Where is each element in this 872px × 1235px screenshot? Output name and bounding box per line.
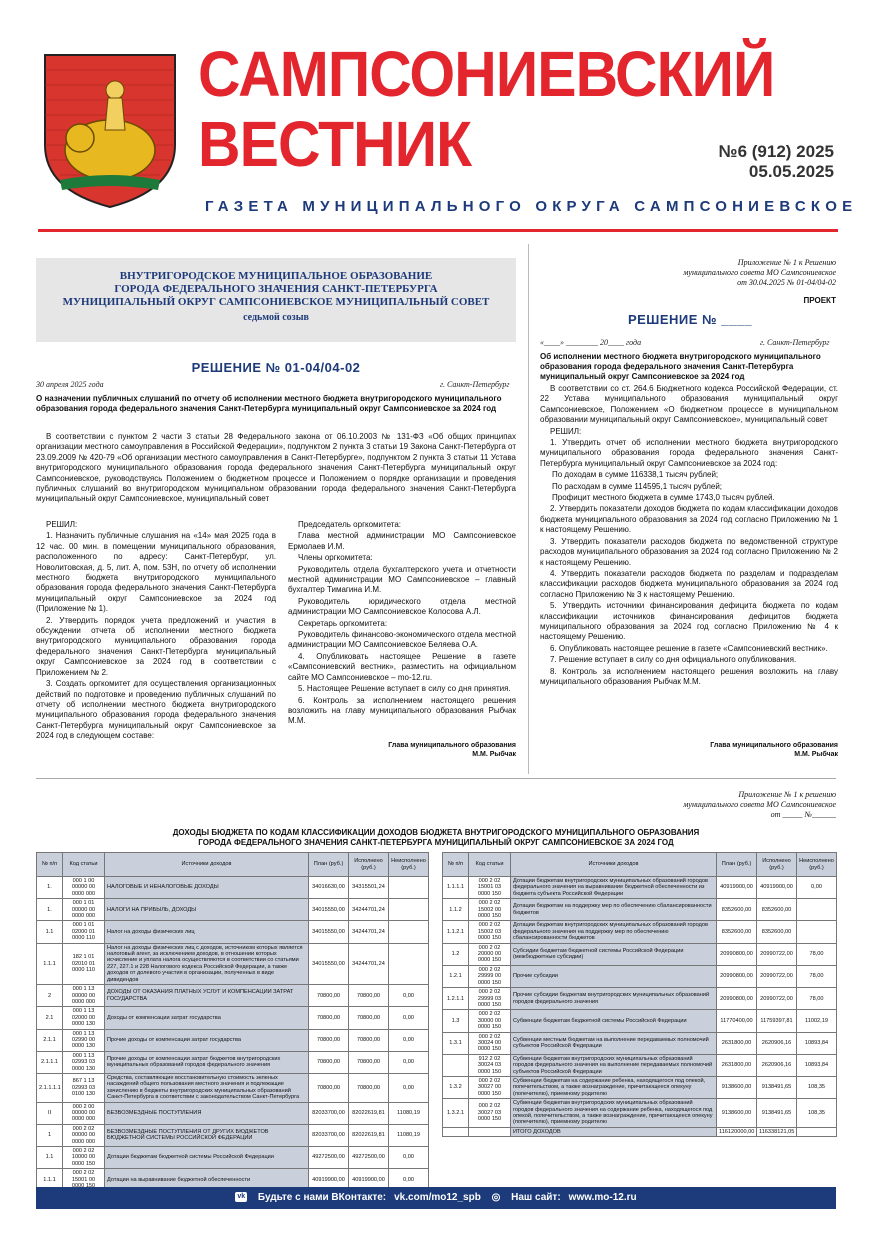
table-cell: 000 1 01 00000 00 0000 000: [63, 899, 105, 921]
issue-number: №6 (912) 2025: [718, 142, 834, 161]
table-cell: Субвенции местным бюджетам на выполнение передаваемых полномочий субъектов Российской Федерации: [511, 1032, 717, 1054]
table-cell: 1.: [37, 877, 63, 899]
paragraph: Секретарь оргкомитета:: [298, 618, 388, 628]
table-row: [443, 877, 837, 899]
table-cell: 20990722,00: [757, 988, 797, 1010]
table-row: [37, 921, 429, 943]
masthead-divider: [38, 229, 838, 232]
table-row: [37, 877, 429, 899]
table-cell: НАЛОГИ НА ПРИБЫЛЬ, ДОХОДЫ: [105, 899, 309, 921]
newspaper-subtitle: ГАЗЕТА МУНИЦИПАЛЬНОГО ОКРУГА САМПСОНИЕВСКОЕ: [205, 198, 858, 215]
table-cell: 82033700,00: [309, 1124, 349, 1146]
vk-link[interactable]: vk.com/mo12_spb: [394, 1192, 481, 1203]
table-cell: 000 2 02 15002 03 0000 150: [469, 921, 511, 943]
table-row: [443, 965, 837, 987]
table-cell: 116338121,05: [757, 1127, 797, 1136]
table-cell: 11759397,81: [757, 1010, 797, 1032]
table-header-cell: Источники доходов: [511, 853, 717, 877]
table-cell: 1.3.2.1: [443, 1099, 469, 1128]
paragraph: По доходам в сумме 116338,1 тысяч рублей;: [552, 470, 719, 480]
table-cell: 000 2 02 10000 00 0000 150: [63, 1147, 105, 1169]
table-row: [443, 1054, 837, 1076]
table-cell: 34015550,00: [309, 943, 349, 984]
table-title-line: ДОХОДЫ БЮДЖЕТА ПО КОДАМ КЛАССИФИКАЦИИ ДОХОДОВ БЮДЖЕТА ВНУТРИГОРОДСКОГО МУНИЦИПАЛЬНОГО ОБРАЗОВАНИЯ: [172, 828, 700, 837]
table-cell: 1.1: [37, 921, 63, 943]
paragraph: 7. Решение вступает в силу со дня официального опубликования.: [550, 655, 797, 665]
paragraph: Руководитель отдела бухгалтерского учета и отчетности местной администрации МО Сампсониевское – главный бухгалтер Тимагина И.М.: [288, 564, 516, 595]
appendix-line: от _____ №______: [770, 810, 836, 819]
table-cell: 1.3.2: [443, 1076, 469, 1098]
table-cell: 1.3: [443, 1010, 469, 1032]
table-cell: Дотации бюджетам внутригородских муниципальных образований городов федерального значения на поддержку мер по обеспечению сбалансированности бюджетов: [511, 921, 717, 943]
table-cell: 70800,00: [309, 1073, 349, 1102]
table-cell: Субвенции бюджетам внутригородских муниципальных образований городов федерального значения на выполнение передаваемых полномочий субъектов Российской Федерации: [511, 1054, 717, 1076]
table-cell: [797, 899, 837, 921]
table-cell: 2.1.1: [37, 1029, 63, 1051]
table-row: [37, 1007, 429, 1029]
appendix-note-right: [683, 258, 836, 288]
table-cell: 0,00: [389, 1007, 429, 1029]
table-cell: Субсидии бюджетам бюджетной системы Российской Федерации (межбюджетные субсидии): [511, 943, 717, 965]
signature-right: [660, 741, 838, 759]
table-header-cell: Код статьи: [469, 853, 511, 877]
table-cell: 70800,00: [309, 1051, 349, 1073]
table-cell: 2620906,16: [757, 1032, 797, 1054]
table-cell: Средства, составляющие восстановительную стоимость зеленых насаждений общего пользования местного значения и подлежащие зачислению в бюджеты внутригородских муниципальных образований Санкт-Петербурга в соответствии с законодательством Санкт-Петербурга: [105, 1073, 309, 1102]
table-cell: 11002,19: [797, 1010, 837, 1032]
table-cell: 11080,19: [389, 1102, 429, 1124]
table-cell: 40919900,00: [717, 877, 757, 899]
paragraph: По расходам в сумме 114595,1 тысяч рублей;: [552, 481, 723, 491]
table-cell: Дотации бюджетам бюджетной системы Российской Федерации: [105, 1147, 309, 1169]
table-cell: 70800,00: [349, 1029, 389, 1051]
table-cell: 1.1.1: [37, 1169, 63, 1191]
table-row: [37, 943, 429, 984]
table-cell: Дотации на выравнивание бюджетной обеспеченности: [105, 1169, 309, 1191]
table-cell: [389, 921, 429, 943]
table-cell: Налог на доходы физических лиц: [105, 921, 309, 943]
income-table-title: [36, 828, 836, 848]
table-cell: 000 1 13 02993 03 0000 130: [63, 1051, 105, 1073]
paragraph: 5. Настоящее Решение вступает в силу со дня принятия.: [298, 684, 511, 694]
table-cell: 000 2 02 30027 03 0000 150: [469, 1099, 511, 1128]
table-cell: 000 2 00 00000 00 0000 000: [63, 1102, 105, 1124]
newspaper-title-line2: ВЕСТНИК: [198, 108, 472, 180]
table-row: [37, 1029, 429, 1051]
table-header-cell: Источники доходов: [105, 853, 309, 877]
table-cell: 1.: [37, 899, 63, 921]
paragraph: 6. Опубликовать настоящее решение в газете «Сампсониевский вестник».: [550, 643, 828, 653]
table-cell: 40919900,00: [309, 1169, 349, 1191]
table-cell: 9138491,65: [757, 1076, 797, 1098]
table-cell: 1.1: [37, 1147, 63, 1169]
decision-preamble-left: В соответствии с пунктом 2 части 3 статьи 28 Федерального закона от 06.10.2003 № 131-ФЗ «Об общих принципах организации местного самоуправления в Российской Федерации», подпунктом 2 пункта 3 статьи 19 Закона Санкт-Петербурга от 23.09.2009 № 420-79 «Об организации местного самоуправления в Санкт-Петербурге», подпунктом 2 пункта 3 статьи 11 Устава внутригородского муниципального образования города федерального значения Санкт-Петербурга муниципальный округ Сампсониевское, руководствуясь Положением о бюджетном процессе и Положением о порядке организации и проведения публичных слушаний во внутригородском муниципальном образовании города федерального значения Санкт-Петербурга муниципальный округ Сампсониевское, муниципальный совет: [36, 432, 516, 504]
table-cell: Субвенции бюджетам бюджетной системы Российской Федерации: [511, 1010, 717, 1032]
table-cell: 108,35: [797, 1076, 837, 1098]
paragraph: Руководитель юридического отдела местной администрации МО Сампсониевское Колосова А.Л.: [288, 596, 516, 617]
table-row: [443, 1127, 837, 1136]
table-cell: 912 2 02 30024 03 0000 150: [469, 1054, 511, 1076]
table-cell: 8352600,00: [757, 899, 797, 921]
appendix-line: от 30.04.2025 № 01-04/04-02: [737, 278, 836, 287]
table-cell: 70800,00: [349, 1073, 389, 1102]
signature-left: [340, 741, 516, 759]
site-text: Наш сайт:: [511, 1192, 561, 1203]
paragraph: Руководитель финансово-экономического отдела местной администрации МО Сампсониевское Беляева О.А.: [288, 630, 516, 650]
table-cell: 1: [37, 1124, 63, 1146]
table-row: [37, 1102, 429, 1124]
paragraph: Председатель оргкомитета:: [298, 520, 401, 529]
table-cell: 0,00: [389, 1051, 429, 1073]
table-cell: 000 2 02 29999 00 0000 150: [469, 965, 511, 987]
table-header-row: [443, 853, 837, 877]
table-cell: 10893,84: [797, 1054, 837, 1076]
decision-subject-left: О назначении публичных слушаний по отчету об исполнении местного бюджета внутригородского муниципального образования города федерального значения Санкт-Петербурга муниципальный округ Сампсониевское за 2024 год: [36, 394, 502, 413]
table-cell: 000 2 02 00000 00 0000 000: [63, 1124, 105, 1146]
table-cell: [469, 1127, 511, 1136]
table-cell: 70800,00: [309, 985, 349, 1007]
table-cell: 82022619,81: [349, 1124, 389, 1146]
table-cell: 1.2.1.1: [443, 988, 469, 1010]
table-row: [37, 899, 429, 921]
decision-date-left: 30 апреля 2025 года: [36, 380, 104, 389]
table-cell: 1.2.1: [443, 965, 469, 987]
table-cell: 49272500,00: [309, 1147, 349, 1169]
table-cell: 70800,00: [349, 985, 389, 1007]
table-cell: ДОХОДЫ ОТ ОКАЗАНИЯ ПЛАТНЫХ УСЛУГ И КОМПЕНСАЦИИ ЗАТРАТ ГОСУДАРСТВА: [105, 985, 309, 1007]
project-label: ПРОЕКТ: [803, 296, 836, 305]
table-cell: 49272500,00: [349, 1147, 389, 1169]
footer-bar: [36, 1187, 836, 1209]
table-cell: 2.1.1.1.1: [37, 1073, 63, 1102]
table-row: [37, 1051, 429, 1073]
table-cell: Прочие доходы от компенсации затрат бюджетов внутригородских муниципальных образований городов федерального значения: [105, 1051, 309, 1073]
table-cell: 000 2 02 15002 00 0000 150: [469, 899, 511, 921]
table-cell: 9138600,00: [717, 1099, 757, 1128]
table-cell: 000 2 02 30000 00 0000 150: [469, 1010, 511, 1032]
appendix-line: муниципального совета МО Сампсониевское: [683, 268, 836, 277]
org-line3: МУНИЦИПАЛЬНЫЙ ОКРУГ САМПСОНИЕВСКОЕ МУНИЦИПАЛЬНЫЙ СОВЕТ: [62, 296, 490, 308]
table-cell: 10893,84: [797, 1032, 837, 1054]
table-cell: 867 1 13 02993 03 0100 130: [63, 1073, 105, 1102]
table-cell: 2631800,00: [717, 1054, 757, 1076]
table-cell: 000 1 13 02990 00 0000 130: [63, 1029, 105, 1051]
table-cell: 34244701,24: [349, 943, 389, 984]
paragraph: 1. Утвердить отчет об исполнении местного бюджета внутригородского муниципального образования города федерального значения Санкт-Петербурга муниципальный округ Сампсониевское за 2024 год:: [540, 438, 838, 468]
table-cell: БЕЗВОЗМЕЗДНЫЕ ПОСТУПЛЕНИЯ: [105, 1102, 309, 1124]
table-row: [443, 899, 837, 921]
table-cell: 34015550,00: [309, 921, 349, 943]
table-cell: 000 2 02 30027 00 0000 150: [469, 1076, 511, 1098]
decision-date-right: «____» ________ 20____ года: [540, 338, 642, 347]
table-cell: 70800,00: [349, 1007, 389, 1029]
table-cell: 40919900,00: [349, 1169, 389, 1191]
table-row: [37, 1073, 429, 1102]
table-cell: Дотации бюджетам на поддержку мер по обеспечению сбалансированности бюджетов: [511, 899, 717, 921]
paragraph: Глава местной администрации МО Сампсониевское Ермолаев И.М.: [288, 531, 516, 551]
section-divider: [36, 778, 836, 779]
table-cell: 000 1 01 02000 01 0000 110: [63, 921, 105, 943]
vk-text: Будьте с нами ВКонтакте:: [257, 1192, 387, 1203]
org-line4: седьмой созыв: [243, 312, 309, 323]
table-cell: 108,35: [797, 1099, 837, 1128]
paragraph: Профицит местного бюджета в сумме 1743,0 тысяч рублей.: [552, 493, 775, 503]
table-cell: 20990800,00: [717, 988, 757, 1010]
table-cell: 9138491,65: [757, 1099, 797, 1128]
paragraph: РЕШИЛ:: [550, 426, 582, 436]
table-cell: 1.3.1: [443, 1032, 469, 1054]
table-cell: БЕЗВОЗМЕЗДНЫЕ ПОСТУПЛЕНИЯ ОТ ДРУГИХ БЮДЖЕТОВ БЮДЖЕТНОЙ СИСТЕМЫ РОССИЙСКОЙ ФЕДЕРАЦИИ: [105, 1124, 309, 1146]
table-row: [37, 985, 429, 1007]
table-cell: 000 1 00 00000 00 0000 000: [63, 877, 105, 899]
table-body: [37, 877, 429, 1191]
table-cell: 78,00: [797, 943, 837, 965]
table-cell: НАЛОГОВЫЕ И НЕНАЛОГОВЫЕ ДОХОДЫ: [105, 877, 309, 899]
income-table-left: [36, 852, 429, 1191]
table-cell: 000 2 02 20000 00 0000 150: [469, 943, 511, 965]
table-cell: 34244701,24: [349, 899, 389, 921]
column-divider: [528, 244, 529, 774]
table-cell: 0,00: [389, 1147, 429, 1169]
decision-subject-right: Об исполнении местного бюджета внутригородского муниципального образования города федерального значения Санкт-Петербурга муниципальный округ Сампсониевское за 2024 год: [540, 352, 821, 381]
table-cell: 34315501,24: [349, 877, 389, 899]
paragraph: В соответствии со ст. 264.6 Бюджетного кодекса Российской Федерации, ст. 22 Устава муниципального образования муниципальный округ Сампсониевское, Положением «О бюджетном процессе в муниципальном образовании муниципальный округ Сампсониевское», муниципальный совет: [540, 384, 838, 425]
decision-body-col-b: [288, 520, 516, 728]
vk-icon: vk: [237, 1193, 246, 1201]
table-header-cell: План (руб.): [309, 853, 349, 877]
table-cell: 2620906,16: [757, 1054, 797, 1076]
table-cell: 34244701,24: [349, 921, 389, 943]
income-table-right: [442, 852, 837, 1137]
table-cell: 34015550,00: [309, 899, 349, 921]
appendix-note-tables: [683, 790, 836, 820]
table-header-cell: Неисполнено (руб.): [797, 853, 837, 877]
table-cell: Прочие доходы от компенсации затрат государства: [105, 1029, 309, 1051]
table-cell: 000 2 02 15001 03 0000 150: [469, 877, 511, 899]
paragraph: 4. Опубликовать настоящее Решение в газете «Сампсониевский вестник», разместить на официальном сайте МО Сампсониевское – mo-12.ru.: [288, 651, 516, 682]
table-header-cell: № п/п: [37, 853, 63, 877]
table-row: [443, 1010, 837, 1032]
appendix-line: муниципального совета МО Сампсониевское: [683, 800, 836, 809]
table-cell: Субвенции бюджетам на содержание ребенка, находящегося под опекой, попечительством, а также вознаграждение, причитающееся опекуну (попечителю), приемному родителю: [511, 1076, 717, 1098]
table-cell: 34016630,00: [309, 877, 349, 899]
table-cell: [797, 1127, 837, 1136]
table-row: [443, 988, 837, 1010]
table-row: [443, 1076, 837, 1098]
table-cell: 1.1.1.1: [443, 877, 469, 899]
table-cell: 82022619,81: [349, 1102, 389, 1124]
org-line1: ВНУТРИГОРОДСКОЕ МУНИЦИПАЛЬНОЕ ОБРАЗОВАНИЕ: [119, 270, 433, 282]
appendix-line: Приложение № 1 к решению: [738, 790, 836, 799]
table-cell: 11770400,00: [717, 1010, 757, 1032]
paragraph: 2. Утвердить показатели доходов бюджета по кодам классификации доходов бюджета муниципального образования за 2024 год согласно Приложению № 1 к настоящему Решению.: [540, 504, 838, 535]
table-row: [37, 1124, 429, 1146]
org-line2: ГОРОДА ФЕДЕРАЛЬНОГО ЗНАЧЕНИЯ САНКТ-ПЕТЕРБУРГА: [114, 283, 438, 295]
table-cell: Прочие субсидии: [511, 965, 717, 987]
table-cell: [389, 877, 429, 899]
newspaper-title-line1: САМПСОНИЕВСКИЙ: [198, 38, 775, 110]
appendix-line: Приложение № 1 к Решению: [737, 258, 836, 267]
table-cell: 000 2 02 15001 00: [63, 1169, 105, 1191]
table-cell: [443, 1127, 469, 1136]
table-cell: 82033700,00: [309, 1102, 349, 1124]
table-header-cell: План (руб.): [717, 853, 757, 877]
table-cell: Субвенции бюджетам внутригородских муниципальных образований городов федерального значения на содержание ребенка, находящегося под опекой, попечительством, а также вознаграждение, причитающееся опекуну (попечителю), приемному родителю: [511, 1099, 717, 1128]
decision-city-left: г. Санкт-Петербург: [440, 380, 510, 389]
table-row: [443, 943, 837, 965]
table-header-cell: Неисполнено (руб.): [389, 853, 429, 877]
table-cell: 78,00: [797, 965, 837, 987]
paragraph: 1. Назначить публичные слушания на «14» мая 2025 года в 12 час. 00 мин. в помещении муниципального образования, расположенного по адресу: Санкт-Петербург, ул. Новолитовская, д. 5, лит. А, пом. 53Н, по отчету об исполнении местного бюджета внутригородского муниципального образования города федерального значения Санкт-Петербурга муниципальный округ Сампсониевское за 2024 год (Приложение № 1).: [36, 531, 276, 614]
council-header: [36, 258, 516, 342]
table-cell: 70800,00: [309, 1007, 349, 1029]
globe-icon: ◎: [491, 1192, 501, 1203]
table-cell: 0,00: [389, 1073, 429, 1102]
paragraph: 3. Создать оргкомитет для осуществления организационных действий по подготовке и проведению публичных слушаний по отчету об исполнении местного бюджета внутригородского муниципального образования города федерального значения Санкт-Петербурга муниципальный округ Сампсониевское за 2024 год в следующем составе:: [36, 679, 276, 741]
decision-body-col-a: [36, 520, 276, 743]
table-cell: ИТОГО ДОХОДОВ: [511, 1127, 717, 1136]
table-row: [443, 1032, 837, 1054]
table-cell: 8352600,00: [717, 921, 757, 943]
signature-name: М.М. Рыбчак: [472, 751, 516, 758]
table-row: [37, 1147, 429, 1169]
signature-name: М.М. Рыбчак: [794, 751, 838, 758]
table-cell: 8352600,00: [717, 899, 757, 921]
paragraph: 2. Утвердить порядок учета предложений и участия в обсуждении отчета об исполнении местного бюджета внутригородского муниципального образования города федерального значения Санкт-Петербурга муниципальный округ Сампсониевское за 2024 год в соответствии с Приложением № 2.: [36, 615, 276, 677]
table-cell: 1.1.2: [443, 899, 469, 921]
table-cell: 20990722,00: [757, 943, 797, 965]
table-cell: 9138600,00: [717, 1076, 757, 1098]
decision-body-right: [540, 384, 838, 688]
decision-title-left: РЕШЕНИЕ № 01-04/04-02: [191, 360, 361, 375]
table-cell: 000 2 02 30024 00 0000 150: [469, 1032, 511, 1054]
table-cell: Прочие субсидии бюджетам внутригородских муниципальных образований городов федерального значения: [511, 988, 717, 1010]
paragraph: 6. Контроль за исполнением настоящего решения возложить на главу муниципального образования Рыбчак М.М.: [288, 695, 516, 726]
table-cell: 40919900,00: [757, 877, 797, 899]
paragraph: 3. Утвердить показатели расходов бюджета по ведомственной структуре расходов муниципального образования за 2024 год согласно Приложению № 2 к настоящему Решению.: [540, 536, 838, 567]
table-header-cell: № п/п: [443, 853, 469, 877]
paragraph: Члены оргкомитета:: [298, 553, 373, 563]
table-row: [443, 921, 837, 943]
signature-title: Глава муниципального образования: [388, 742, 516, 749]
table-cell: 000 2 02 29999 03 0000 150: [469, 988, 511, 1010]
table-cell: [443, 1054, 469, 1076]
table-title-line: ГОРОДА ФЕДЕРАЛЬНОГО ЗНАЧЕНИЯ САНКТ-ПЕТЕРБУРГА МУНИЦИПАЛЬНЫЙ ОКРУГ САМПСОНИЕВСКОЕ ЗА 2024 ГОД: [198, 838, 674, 847]
decision-city-right: г. Санкт-Петербург: [760, 338, 830, 347]
table-cell: 11080,19: [389, 1124, 429, 1146]
table-cell: 000 1 13 02000 00 0000 130: [63, 1007, 105, 1029]
table-cell: 2631800,00: [717, 1032, 757, 1054]
table-cell: II: [37, 1102, 63, 1124]
decision-title-right: РЕШЕНИЕ № ____: [627, 312, 753, 327]
table-header-row: [37, 853, 429, 877]
table-cell: 70800,00: [309, 1029, 349, 1051]
table-cell: 20990800,00: [717, 965, 757, 987]
table-cell: 70800,00: [349, 1051, 389, 1073]
paragraph: 8. Контроль за исполнением настоящего решения возложить на главу муниципального образования Рыбчак М.М.: [540, 666, 838, 686]
table-cell: 1.2: [443, 943, 469, 965]
table-cell: 0,00: [389, 985, 429, 1007]
paragraph: 4. Утвердить показатели расходов бюджета по разделам и подразделам классификации расходов бюджета муниципального образования за 2024 год согласно Приложению № 3 к настоящему Решению.: [540, 568, 838, 599]
table-cell: 000 1 13 00000 00 0000 000: [63, 985, 105, 1007]
coat-of-arms-logo: [40, 50, 180, 210]
table-header-cell: Исполнено (руб.): [349, 853, 389, 877]
table-cell: 0,00: [389, 1029, 429, 1051]
table-row: [443, 1099, 837, 1128]
table-cell: 1.1.2.1: [443, 921, 469, 943]
table-cell: 2: [37, 985, 63, 1007]
table-cell: Доходы от компенсации затрат государства: [105, 1007, 309, 1029]
table-cell: 2.1: [37, 1007, 63, 1029]
table-cell: Налог на доходы физических лиц с доходов, источником которых является налоговый агент, за исключением доходов, в отношении которых исчисление и уплата налога осуществляются в соответствии со статьями 227, 227.1 и 228 Налогового кодекса Российской Федерации, а также доходов от долевого участия в организации, полученных в виде дивидендов: [105, 943, 309, 984]
paragraph: РЕШИЛ:: [46, 520, 78, 529]
table-cell: 1.1.1: [37, 943, 63, 984]
table-cell: 2.1.1.1: [37, 1051, 63, 1073]
table-cell: [389, 899, 429, 921]
issue-info: [719, 142, 834, 182]
table-cell: 116120000,00: [717, 1127, 757, 1136]
table-cell: [797, 921, 837, 943]
table-cell: 0,00: [389, 1169, 429, 1191]
table-cell: [389, 943, 429, 984]
table-header-cell: Код статьи: [63, 853, 105, 877]
table-header-cell: Исполнено (руб.): [757, 853, 797, 877]
table-cell: 20990722,00: [757, 965, 797, 987]
site-link[interactable]: www.mo-12.ru: [568, 1192, 637, 1203]
issue-date: 05.05.2025: [748, 162, 834, 181]
signature-title: Глава муниципального образования: [710, 742, 838, 749]
table-cell: Дотации бюджетам внутригородских муниципальных образований городов федерального значения на выравнивание бюджетной обеспеченности из бюджета субъекта Российской Федерации: [511, 877, 717, 899]
table-cell: 182 1 01 02010 01 0000 110: [63, 943, 105, 984]
paragraph: 5. Утвердить источники финансирования дефицита бюджета по кодам классификации источников финансирования дефицитов бюджета муниципального образования за 2024 год согласно Приложению № 4 к настоящему Решению.: [540, 601, 838, 642]
table-cell: 78,00: [797, 988, 837, 1010]
table-cell: 0,00: [797, 877, 837, 899]
table-cell: 20990800,00: [717, 943, 757, 965]
table-body: [443, 877, 837, 1137]
table-cell: 8352600,00: [757, 921, 797, 943]
